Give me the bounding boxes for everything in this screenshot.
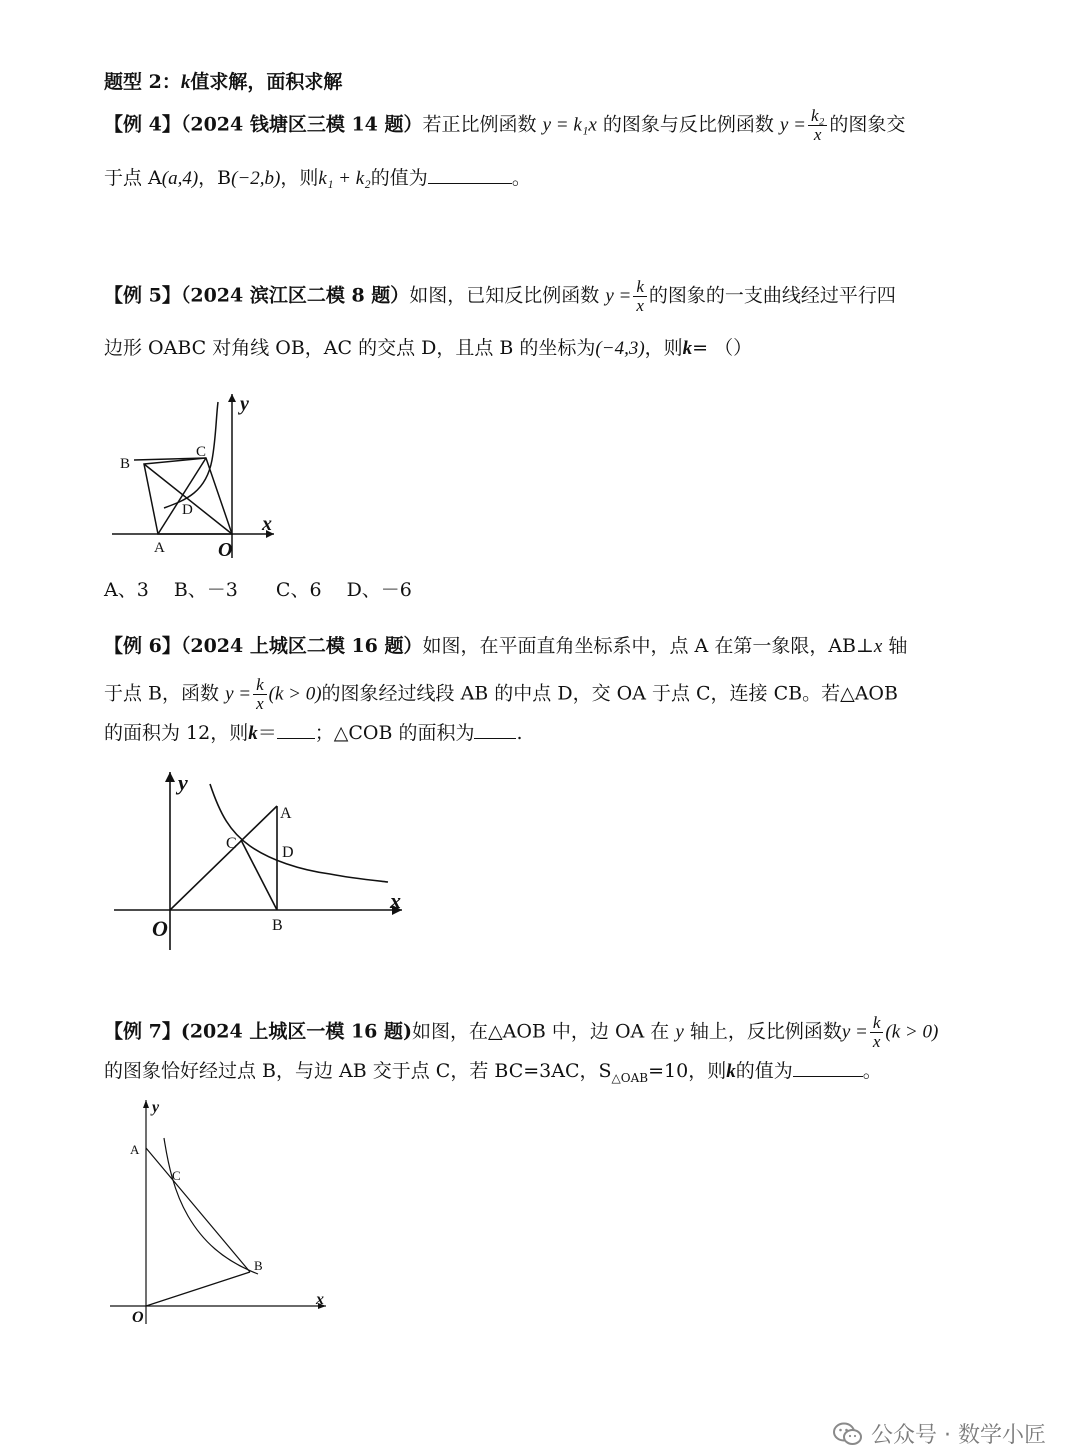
y-axis-arrow (143, 1100, 149, 1108)
label-c: C (226, 835, 237, 852)
y-axis-arrow (165, 772, 175, 782)
hyperbola-curve (164, 402, 218, 508)
diagonal-ob (144, 464, 232, 534)
watermark: 公众号 · 数学小匠 (833, 1418, 1046, 1449)
label-a: A (280, 805, 292, 822)
hyperbola-curve (164, 1138, 258, 1274)
label-b: B (272, 917, 283, 934)
figure-example-6 (110, 766, 416, 952)
answer-blank (428, 165, 512, 184)
label-x: x (262, 513, 272, 535)
example-tag: 【例 6】 (104, 635, 181, 657)
figure-example-5 (106, 388, 286, 560)
example-5-line-1: 【例 5】（2024 滨江区二模 8 题）如图，已知反比例函数 y = $\frac{k}{x}$ 的图象的一支曲线经过平行四 (104, 277, 896, 315)
example-6-line-2: 于点 B，函数 y = $\frac{k}{x}$ (k > 0)的图象经过线段 AB 的中点 D，交 OA 于点 C，连接 CB。若△AOB (104, 675, 898, 713)
label-x: x (390, 888, 401, 913)
segment-ab (146, 1148, 250, 1272)
example-5-options: A、3 B、－3 C、6 D、－6 (104, 579, 412, 601)
label-d: D (182, 502, 193, 518)
label-b: B (120, 456, 131, 472)
answer-blank (277, 720, 315, 739)
segment-ob (146, 1272, 250, 1306)
label-c: C (196, 444, 207, 460)
answer-blank (793, 1058, 863, 1077)
fraction: $\frac{k}{x}$ (253, 676, 267, 713)
example-4-line-2: 于点 A(a,4)，B(−2,b)，则k₁ + k₂的值为 。 (104, 167, 531, 189)
figure-example-7 (110, 1094, 336, 1330)
label-b: B (254, 1258, 263, 1273)
example-6-line-3: 的面积为 12，则k＝ ；△COB 的面积为 . (104, 722, 523, 744)
example-source: （2024 上城区二模 16 题） (180, 635, 423, 657)
example-tag: 【例 5】 (104, 284, 181, 307)
example-tag: 【例 7】 (104, 1020, 181, 1043)
fraction: $\frac{k}{x}$ (633, 278, 647, 315)
diagonal-ac (158, 458, 206, 534)
label-y: y (178, 770, 188, 795)
example-source: （2024 滨江区二模 8 题） (180, 284, 410, 307)
label-y: y (240, 393, 249, 415)
y-axis-arrow (228, 394, 236, 402)
label-o: O (152, 916, 168, 941)
segment-oa (170, 806, 277, 910)
example-tag: 【例 4】 (104, 113, 181, 136)
label-x: x (316, 1291, 324, 1308)
label-o: O (218, 539, 233, 560)
label-y: y (152, 1099, 160, 1116)
label-a: A (154, 540, 165, 556)
section-heading: 题型 2：k值求解，面积求解 (104, 71, 343, 93)
label-c: C (172, 1168, 181, 1183)
segment-cb (241, 840, 277, 910)
example-6-line-1: 【例 6】（2024 上城区二模 16 题）如图，在平面直角坐标系中，点 A 在第一象限，AB⊥x 轴 (104, 635, 908, 657)
example-4-line-1: 【例 4】（2024 钱塘区三模 14 题）若正比例函数 y = k₁x 的图象与反比例函数 y = $\frac{\text{k₂}}{x}$ 的图象交 (104, 106, 906, 144)
formula: y = k₁x (542, 114, 597, 136)
wechat-icon (833, 1421, 863, 1447)
example-7-line-2: 的图象恰好经过点 B，与边 AB 交于点 C，若 BC=3AC，$S_{\triangle OAB}=10$，则k的值为 。 (104, 1060, 882, 1085)
label-a: A (130, 1142, 140, 1157)
answer-blank (474, 720, 516, 739)
label-d: D (282, 844, 294, 861)
hyperbola-curve (210, 784, 388, 882)
example-source: (2024 上城区一模 16 题) (180, 1020, 412, 1043)
label-o: O (132, 1309, 144, 1326)
example-7-line-1: 【例 7】(2024 上城区一模 16 题)如图，在△AOB 中，边 OA 在 y 轴上，反比例函数y = $\frac{k}{x}$ (k > 0) (104, 1013, 939, 1051)
example-5-line-2: 边形 OABC 对角线 OB，AC 的交点 D，且点 B 的坐标为(−4,3)，则k= （） (104, 337, 753, 359)
fraction: $\frac{k}{x}$ (870, 1014, 884, 1051)
fraction: $\frac{\text{k₂}}{x}$ (808, 107, 827, 144)
example-source: （2024 钱塘区三模 14 题） (180, 113, 423, 136)
